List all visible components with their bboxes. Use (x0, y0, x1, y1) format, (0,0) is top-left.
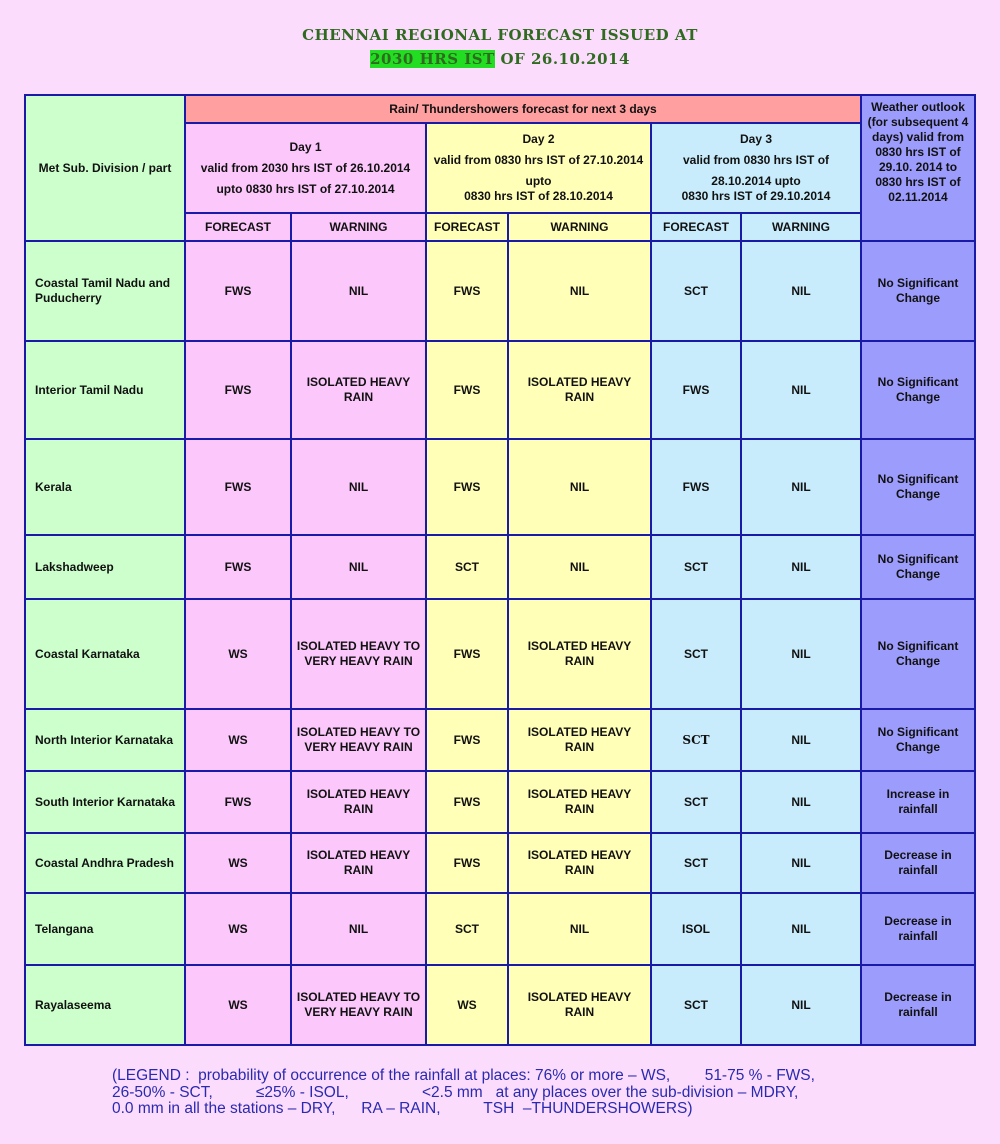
day2-valid-from: valid from 0830 hrs IST of 27.10.2014 (433, 153, 644, 167)
day2-forecast-cell: FWS (426, 709, 508, 771)
table-row (25, 771, 975, 833)
table-row (25, 965, 975, 1045)
day3-header (651, 123, 861, 213)
weather-outlook-cell: No Significant Change (861, 709, 975, 771)
day3-title: Day 3 (739, 132, 773, 146)
weather-outlook-cell: Decrease in rainfall (861, 893, 975, 965)
day2-warning-cell: NIL (508, 893, 651, 965)
day1-title: Day 1 (289, 139, 322, 154)
day3-forecast-cell: SCT (651, 965, 741, 1045)
table-row (25, 439, 975, 535)
day1-forecast-cell: FWS (185, 241, 291, 341)
day1-warning-cell: NIL (291, 439, 426, 535)
table-row (25, 341, 975, 439)
day1-warning-cell: NIL (291, 893, 426, 965)
weather-outlook-header: Weather outlook (for subsequent 4 days) valid from 0830 hrs IST of 29.10. 2014 to 0830 hrs IST of 02.11.2014 (861, 95, 975, 241)
day1-warning-cell: NIL (291, 535, 426, 599)
day3-forecast-cell: SCT (651, 241, 741, 341)
table-row (25, 599, 975, 709)
day1-valid-from: valid from 2030 hrs IST of 26.10.2014 (200, 160, 411, 175)
subdivision-name: South Interior Karnataka (25, 771, 185, 833)
legend-line-1: (LEGEND : probability of occurrence of the rainfall at places: 76% or more – WS, 51-75 % - FWS, (112, 1067, 815, 1084)
day2-forecast-header: FORECAST (426, 213, 508, 241)
day2-forecast-cell: FWS (426, 599, 508, 709)
day3-forecast-cell: FWS (651, 341, 741, 439)
day2-forecast-cell: SCT (426, 893, 508, 965)
day1-header (185, 123, 426, 213)
issue-time-highlight: 2030 HRS IST (370, 50, 495, 68)
day1-warning-cell: ISOLATED HEAVY RAIN (291, 341, 426, 439)
day3-valid-from: valid from 0830 hrs IST of (682, 153, 830, 167)
day2-warning-cell: NIL (508, 535, 651, 599)
day2-forecast-cell: FWS (426, 241, 508, 341)
subdivision-name: Interior Tamil Nadu (25, 341, 185, 439)
day2-forecast-cell: FWS (426, 341, 508, 439)
day2-forecast-cell: SCT (426, 535, 508, 599)
day2-forecast-cell: FWS (426, 439, 508, 535)
day2-forecast-cell: WS (426, 965, 508, 1045)
day2-warning-cell: ISOLATED HEAVY RAIN (508, 771, 651, 833)
day2-warning-cell: NIL (508, 439, 651, 535)
day3-warning-cell: NIL (741, 965, 861, 1045)
day3-warning-cell: NIL (741, 771, 861, 833)
issue-date: OF 26.10.2014 (494, 50, 630, 68)
day2-warning-cell: ISOLATED HEAVY RAIN (508, 709, 651, 771)
subdivision-name: Lakshadweep (25, 535, 185, 599)
day3-warning-cell: NIL (741, 241, 861, 341)
day3-forecast-cell: ISOL (651, 893, 741, 965)
day1-warning-cell: ISOLATED HEAVY RAIN (291, 771, 426, 833)
day3-forecast-cell: SCT (651, 771, 741, 833)
day3-warning-cell: NIL (741, 599, 861, 709)
day3-warning-cell: NIL (741, 893, 861, 965)
day2-warning-cell: ISOLATED HEAVY RAIN (508, 965, 651, 1045)
page-title: CHENNAI REGIONAL FORECAST ISSUED AT (302, 26, 698, 44)
day2-forecast-cell: FWS (426, 771, 508, 833)
subdivision-name: Kerala (25, 439, 185, 535)
day3-forecast-cell: SCT (651, 709, 741, 771)
day1-forecast-cell: WS (185, 965, 291, 1045)
weather-outlook-cell: No Significant Change (861, 439, 975, 535)
day1-forecast-cell: FWS (185, 771, 291, 833)
legend (112, 1068, 912, 1118)
table-row (25, 535, 975, 599)
weather-outlook-cell: Increase in rainfall (861, 771, 975, 833)
day1-warning-cell: ISOLATED HEAVY TO VERY HEAVY RAIN (291, 965, 426, 1045)
day3-warning-cell: NIL (741, 833, 861, 893)
weather-outlook-cell: No Significant Change (861, 341, 975, 439)
day3-warning-header: WARNING (741, 213, 861, 241)
legend-line-2: 26-50% - SCT, ≤25% - ISOL, <2.5 mm at any places over the sub-division – MDRY, (112, 1083, 799, 1101)
day1-forecast-cell: WS (185, 599, 291, 709)
table-row (25, 833, 975, 893)
subdivision-name: Rayalaseema (25, 965, 185, 1045)
day3-valid-upto: 0830 hrs IST of 29.10.2014 (681, 189, 831, 203)
day2-warning-cell: ISOLATED HEAVY RAIN (508, 341, 651, 439)
day1-forecast-header: FORECAST (185, 213, 291, 241)
day1-forecast-cell: FWS (185, 341, 291, 439)
day1-forecast-cell: WS (185, 893, 291, 965)
day1-warning-cell: ISOLATED HEAVY TO VERY HEAVY RAIN (291, 599, 426, 709)
day2-forecast-cell: FWS (426, 833, 508, 893)
day1-warning-header: WARNING (291, 213, 426, 241)
day2-warning-cell: NIL (508, 241, 651, 341)
day2-valid-upto: 0830 hrs IST of 28.10.2014 (464, 189, 613, 203)
subdivision-name: Telangana (25, 893, 185, 965)
day3-warning-cell: NIL (741, 709, 861, 771)
day1-warning-cell: ISOLATED HEAVY TO VERY HEAVY RAIN (291, 709, 426, 771)
day3-forecast-cell: SCT (651, 599, 741, 709)
day1-forecast-cell: WS (185, 833, 291, 893)
weather-outlook-cell: No Significant Change (861, 241, 975, 341)
day2-warning-cell: ISOLATED HEAVY RAIN (508, 833, 651, 893)
day2-upto: upto (525, 174, 552, 188)
day1-warning-cell: NIL (291, 241, 426, 341)
weather-outlook-cell: Decrease in rainfall (861, 833, 975, 893)
subdivision-name: Coastal Karnataka (25, 599, 185, 709)
day1-forecast-cell: WS (185, 709, 291, 771)
day3-warning-cell: NIL (741, 341, 861, 439)
day3-forecast-cell: FWS (651, 439, 741, 535)
day1-forecast-cell: FWS (185, 535, 291, 599)
weather-outlook-cell: No Significant Change (861, 599, 975, 709)
page-subtitle (0, 50, 1000, 68)
table-row (25, 893, 975, 965)
table-row (25, 241, 975, 341)
day3-warning-cell: NIL (741, 535, 861, 599)
day1-forecast-cell: FWS (185, 439, 291, 535)
day2-warning-header: WARNING (508, 213, 651, 241)
subdivision-name: Coastal Andhra Pradesh (25, 833, 185, 893)
subdivision-name: North Interior Karnataka (25, 709, 185, 771)
rain-forecast-header: Rain/ Thundershowers forecast for next 3 days (185, 95, 861, 123)
weather-outlook-cell: Decrease in rainfall (861, 965, 975, 1045)
table-row (25, 709, 975, 771)
day3-forecast-header: FORECAST (651, 213, 741, 241)
day3-upto: 28.10.2014 upto (711, 174, 801, 188)
legend-line-3: 0.0 mm in all the stations – DRY, RA – RAIN, TSH –THUNDERSHOWERS) (112, 1100, 693, 1117)
day3-warning-cell: NIL (741, 439, 861, 535)
day2-title: Day 2 (522, 132, 555, 146)
day2-warning-cell: ISOLATED HEAVY RAIN (508, 599, 651, 709)
day2-header (426, 123, 651, 213)
day1-valid-upto: upto 0830 hrs IST of 27.10.2014 (216, 181, 395, 196)
met-subdivision-header: Met Sub. Division / part (25, 95, 185, 241)
subdivision-name: Coastal Tamil Nadu and Puducherry (25, 241, 185, 341)
day3-forecast-cell: SCT (651, 535, 741, 599)
day1-warning-cell: ISOLATED HEAVY RAIN (291, 833, 426, 893)
forecast-table (24, 94, 976, 1046)
weather-outlook-cell: No Significant Change (861, 535, 975, 599)
day3-forecast-cell: SCT (651, 833, 741, 893)
